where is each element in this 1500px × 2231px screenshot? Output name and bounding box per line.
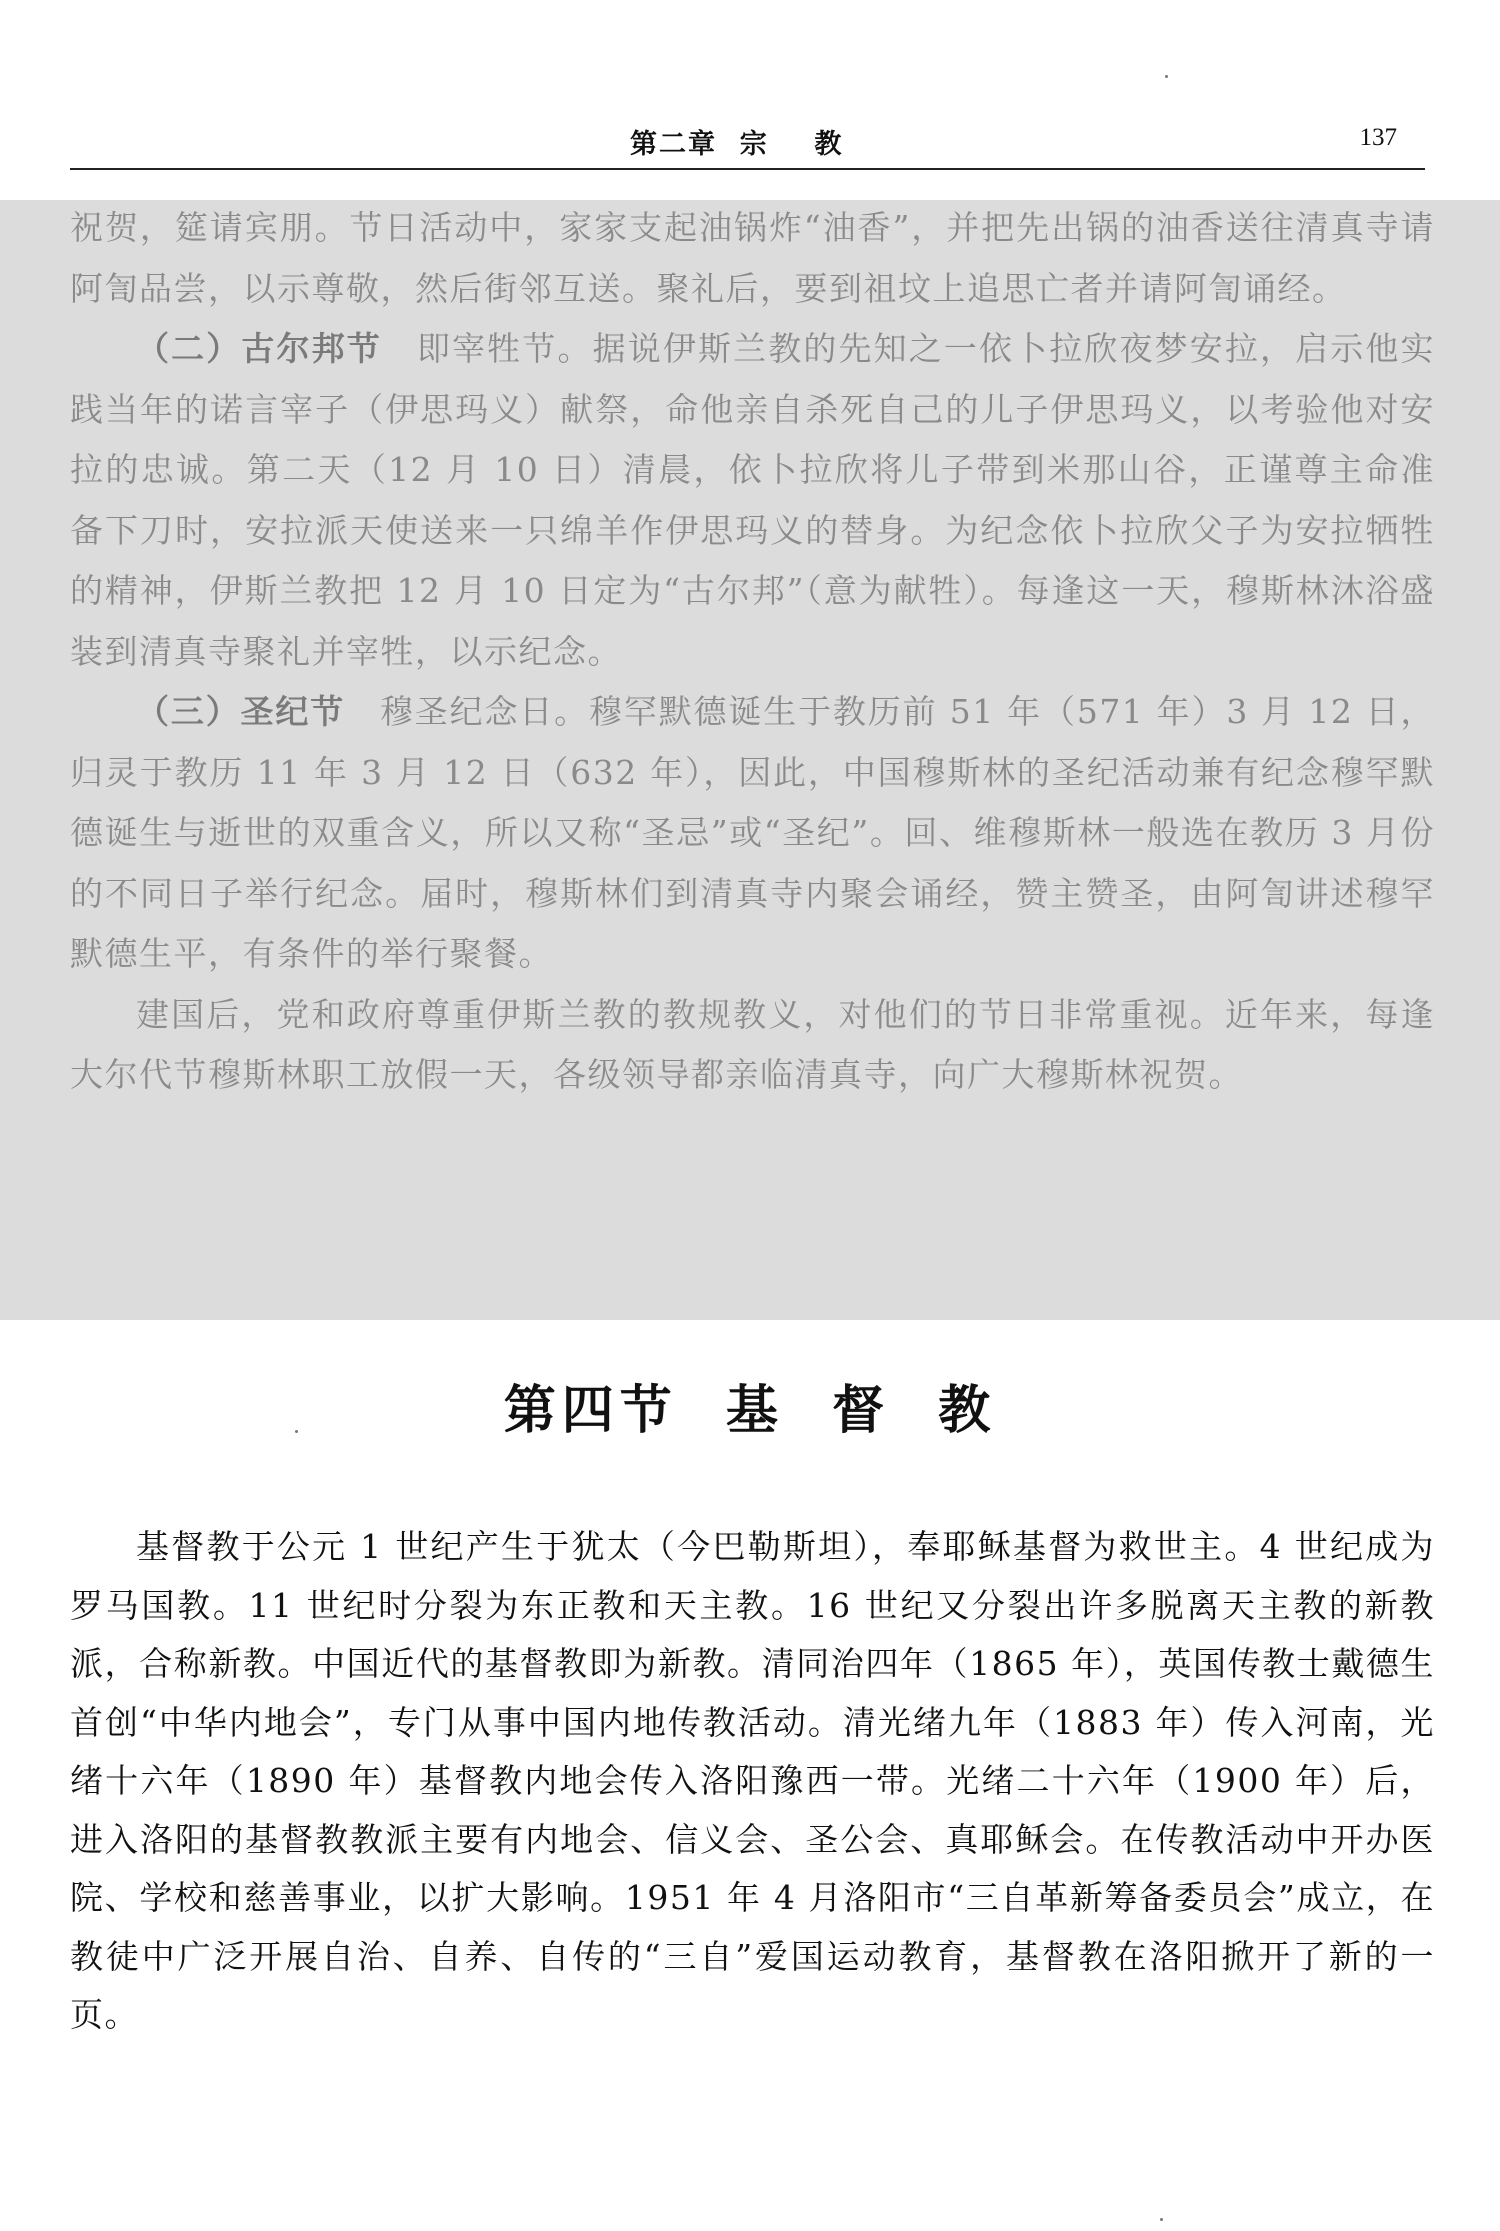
- paragraph-corban-festival: [70, 319, 1435, 682]
- running-header: [70, 112, 1425, 170]
- page-number: 137: [1359, 124, 1397, 151]
- paragraph-mawlid-festival: [70, 682, 1435, 985]
- scan-speck: [1160, 2218, 1163, 2221]
- body-text-block: [70, 1518, 1435, 2045]
- paragraph-festival-continued: 祝贺，筵请宾朋。节日活动中，家家支起油锅炸“油香”，并把先出锅的油香送往清真寺请阿訇品尝，以示尊敬，然后街邻互送。聚礼后，要到祖坟上追思亡者并请阿訇诵经。: [70, 208, 1435, 308]
- paragraph-after-founding: 建国后，党和政府尊重伊斯兰教的教规教义，对他们的节日非常重视。近年来，每逢大尔代节穆斯林职工放假一天，各级领导都亲临清真寺，向广大穆斯林祝贺。: [70, 994, 1435, 1094]
- paragraph-christianity: 基督教于公元 1 世纪产生于犹太（今巴勒斯坦），奉耶稣基督为救世主。4 世纪成为罗马国教。11 世纪时分裂为东正教和天主教。16 世纪又分裂出许多脱离天主教的新教派，合称新教。中国近代的基督教即为新教。清同治四年（1865 年），英国传教士戴德生首创“中华内地会”，专门从事中国内地传教活动。清光绪九年（1883 年）传入河南，光绪十六年（1890 年）基督教内地会传入洛阳豫西一带。光绪二十六年（1900 年）后，进入洛阳的基督教教派主要有内地会、信义会、圣公会、真耶稣会。在传教活动中开办医院、学校和慈善事业，以扩大影响。1951 年 4 月洛阳市“三自革新筹备委员会”成立，在教徒中广泛开展自治、自养、自传的“三自”爱国运动教育，基督教在洛阳掀开了新的一页。: [70, 1527, 1435, 2034]
- chapter-title: 第二章 宗 教: [630, 129, 844, 160]
- section-title: 第四节 基 督 教: [503, 1380, 997, 1441]
- subheading-corban: （二）古尔邦节: [136, 329, 382, 368]
- subheading-mawlid: （三）圣纪节: [136, 692, 346, 731]
- scan-speck: [1165, 75, 1168, 78]
- scan-speck: [295, 1430, 298, 1433]
- faded-text-block: [70, 198, 1435, 1106]
- mawlid-text: 穆圣纪念日。穆罕默德诞生于教历前 51 年（571 年）3 月 12 日，归灵于教历 11 年 3 月 12 日（632 年），因此，中国穆斯林的圣纪活动兼有纪念穆罕默德诞生与逝世的双重含义，所以又称“圣忌”或“圣纪”。回、维穆斯林一般选在教历 3 月份的不同日子举行纪念。届时，穆斯林们到清真寺内聚会诵经，赞主赞圣，由阿訇讲述穆罕默德生平，有条件的举行聚餐。: [70, 692, 1436, 973]
- corban-text: 即宰牲节。据说伊斯兰教的先知之一依卜拉欣夜梦安拉，启示他实践当年的诺言宰子（伊思玛义）献祭，命他亲自杀死自己的儿子伊思玛义，以考验他对安拉的忠诚。第二天（12 月 10 日）清晨，依卜拉欣将儿子带到米那山谷，正谨尊主命准备下刀时，安拉派天使送来一只绵羊作伊思玛义的替身。为纪念依卜拉欣父子为安拉牺牲的精神，伊斯兰教把 12 月 10 日定为“古尔邦”（意为献牲）。每逢这一天，穆斯林沐浴盛装到清真寺聚礼并宰牲，以示纪念。: [70, 329, 1435, 671]
